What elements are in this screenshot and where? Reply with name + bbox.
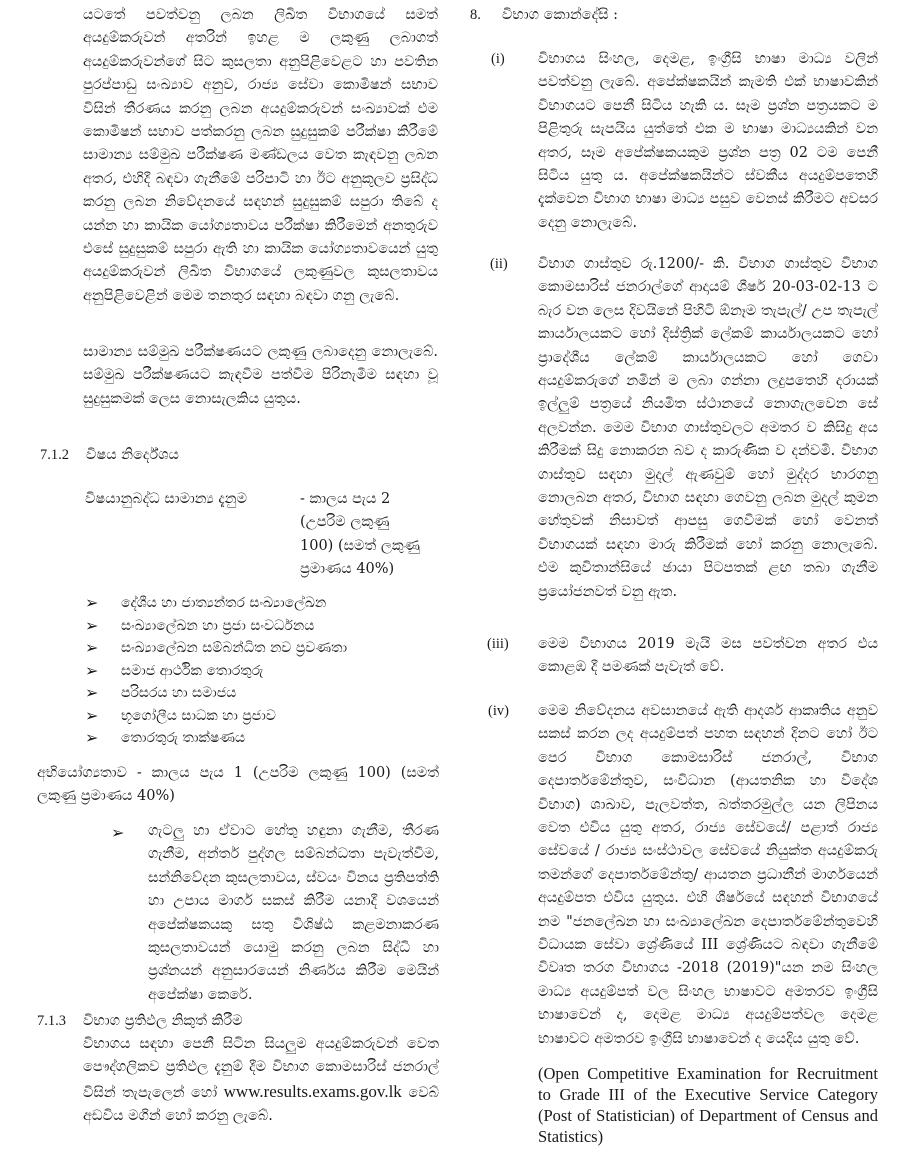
list-item: ➢ භූගෝලීය සාධක හා ප්‍රජාව [85, 705, 276, 725]
paper-1-detail: - කාලය පැය 2 (උපරිම ලකුණු 100) (සමත් ලකුණු ප්‍රමාණය 40%) [300, 491, 420, 578]
section-7-1-3-title: විභාග ප්‍රතිඵල නිකුත් කිරීම [83, 1013, 243, 1029]
list-item: ➢ සංඛ්‍යාලේඛන සම්බන්ධිත නව ප්‍රවණතා [85, 638, 348, 657]
section-7-1-2-number: 7.1.2 [40, 447, 69, 463]
exam-title-english: (Open Competitive Examination for Recruitment to Grade III of the Executive Service Category (Post of Statistician) of Department of Census and Statistics) [538, 1064, 878, 1146]
list-item: ➢ සමාජ ආර්ථික තොරතුරු [85, 660, 264, 680]
item-iii-number: (iii) [487, 636, 509, 652]
section-8-number: 8. [470, 7, 481, 23]
arrow-bullet-icon: ➢ [85, 615, 99, 635]
condition-item-i: විභාගය සිංහල, දෙමළ, ඉංග්‍රීසි භාෂා මාධ්‍ය වලින් පවත්වනු ලැබේ. අපේක්ෂකයින් කැමති එක් භාෂාවකින් විභාගයට පෙනී සිටිය හැකි ය. සෑම ප්‍රශ්න පත්‍රයකට ම පිළිතුරු සැපයිය යුත්තේ එක ම භාෂා මාධ්‍යයකින් වන අතර, සෑම අපේක්ෂකයකුම ප්‍රශ්න පත්‍ර 02 ටම පෙනී සිටිය යුතු ය. අපේක්ෂකයින්ට ස්වකීය අයදුම්පතෙහි දැක්වෙන විභාග භාෂා මාධ්‍ය පසුව වෙනස් කිරීමට අවසර දෙනු නොලැබේ. [538, 51, 878, 231]
list-item: ➢ සංඛ්‍යාලේඛන හා ප්‍රජා සංවර්ධනය [85, 615, 315, 635]
aptitude-description: ගැටලු හා ඒවාට හේතු හඳුනා ගැනීම, තීරණ ගැනීම, අන්තර් පුද්ගල සම්බන්ධතා පැවැත්වීම, සන්නිවේදන කුසලතාවය, ස්වයං විනය ප්‍රතිපත්ති හා උපාය මාර්ග සකස් කිරීම යනාදී වශයෙන් අපේක්ෂකයකු සතු විශිෂ්ඨ කළමනාකරණ කුසලතාවයන් යොමු කරනු ලබන සිද්ධි හා ප්‍රශ්නයන් අනුසාරයෙන් නිර්ණය කිරීම මෙයින් අපේක්ෂා කෙරේ. [148, 823, 439, 1003]
arrow-bullet-icon: ➢ [85, 638, 99, 657]
list-item: ➢ පරිසරය හා සමාජය [85, 683, 237, 702]
item-iv-number: (iv) [488, 703, 509, 719]
list-item: ➢ දේශීය හා ජාත්‍යන්තර සංඛ්‍යාලේඛන [85, 593, 327, 612]
arrow-bullet-icon: ➢ [85, 728, 99, 747]
item-ii-number: (ii) [490, 256, 508, 272]
aptitude-heading: අභියෝග්‍යතාව - කාලය පැය 1 (උපරිම ලකුණු 100) (සමත් ලකුණු ප්‍රමාණය 40%) [37, 765, 439, 805]
left-paragraph-2: සාමාන්‍ය සම්මුඛ පරීක්ෂණයට ලකුණු ලබාදෙනු නොලැබේ. සම්මුඛ පරීක්ෂණයට කැඳවීම පත්වීම පිරිනැමීම සඳහා වූ සුදුසුකමක් ලෙස නොසැලකිය යුතුය. [83, 344, 438, 407]
section-8-title: විභාග කොන්දේසි : [502, 7, 619, 23]
arrow-bullet-icon: ➢ [85, 593, 99, 612]
syllabus-topic-list [85, 592, 415, 750]
condition-item-iv: මෙම නිවේදනය අවසානයේ ඇති ආදර්ශ ආකෘතිය අනුව සකස් කරන ලද අයදුම්පත් පහත සඳහන් දිනට හෝ ඊට පෙර විභාග කොමසාරිස් ජනරාල්, විභාග දෙපාර්තමේන්තුව, සංවිධාන (ආයතනික හා විදේශ විභාග) ශාඛාව, පැලවත්ත, බත්තරමුල්ල යන ලිපිනය වෙත එවිය යුතු අතර, රාජ්‍ය සේවයේ/ පළාත් රාජ්‍ය සේවයේ / රාජ්‍ය සංස්ථාවල සේවයේ නියුක්ත අයදුම්කරු තමන්ගේ දෙපාර්තමේන්තු/ ආයතන ප්‍රධානීන් මාර්ගයෙන් අයදුම්පත එවිය යුතුය. එහි ශීර්ෂයේ සඳහන් විභාගයේ නම "ජනලේඛන හා සංඛ්‍යාලේඛන දෙපාර්තමේන්තුවෙහි විධායක සේවා ශ්‍රේණියේ III ශ්‍රේණියට බඳවා ගැනීමේ විවෘත තරග විභාගය -2018 (2019)"යන නම සිංහල මාධ්‍ය අයදුම්පත් වල සිංහල භාෂාවට අමතරව ඉංග්‍රීසි භාෂාවෙන් ද, දෙමළ මාධ්‍ය අයදුම්පත්වල දෙමළ භාෂාවට අමතරව ඉංග්‍රීසි භාෂාවෙන් ද යෙදිය යුතු වේ. [538, 703, 879, 1047]
results-website-url: www.results.exams.gov.lk [223, 1081, 402, 1101]
paper-1-name: විෂයානුබද්ධ සාමාන්‍ය දැනුම [85, 491, 247, 507]
section-7-1-3-body: විභාගය සඳහා පෙනී සිටින සියලුම අයදුම්කරුවන් වෙත පෞද්ගලිකව ප්‍රතිඵල දැනුම් දීම විභාග කොමසාරිස් ජනරාල් විසින් තැපැලෙන් හෝ www.results.exams.gov.lk වෙබ් අඩවිය මගින් හෝ කරනු ලැබේ. [83, 1036, 439, 1125]
arrow-bullet-icon: ➢ [85, 683, 99, 702]
section-7-1-3-number: 7.1.3 [37, 1013, 66, 1029]
left-paragraph-1: යටතේ පවත්වනු ලබන ලිඛිත විභාගයේ සමත් අයදුම්කරුවන් අතරින් ඉහළ ම ලකුණු ලබාගත් අයදුම්කරුවන්ගේ සිට කුසලතා අනුපිළිවෙළට හා පවතින පුරප්පාඩු සංඛ්‍යාව අනුව, රාජ්‍ය සේවා කොමිෂන් සභාව විසින් තීරණය කරනු ලබන අයදුම්කරුවන් සංඛ්‍යාවක් එම කොමිෂන් සභාව පත්කරනු ලබන සුදුසුකම් පරීක්ෂා කිරීමේ සාමාන්‍ය සම්මුඛ පරීක්ෂණ මණ්ඩලය වෙත කැඳවනු ලබන අතර, එහිදී බඳවා ගැනීමේ පරිපාටි හා ඊට අනුකූලව ප්‍රසිද්ධ කරනු ලබන නිවේදනයේ සඳහන් සුදුසුකම් සපුරා තිබේ ද යන්න හා කායික යෝග්‍යතාවය පරීක්ෂා කිරීමෙන් අනතුරුව එසේ සුදුසුකම් සපුරා ඇති හා කායික යෝග්‍යතාවයෙන් යුතු අයදුම්කරුවන් ලිඛිත විභාගයේ ලකුණුවල කුසලතාවය අනුපිළිවෙළින් මෙම තනතුර සඳහා බඳවා ගනු ලැබේ. [83, 7, 438, 304]
arrow-bullet-icon: ➢ [111, 823, 125, 842]
arrow-bullet-icon: ➢ [85, 705, 99, 725]
condition-item-ii: විභාග ගාස්තුව රු.1200/- කි. විභාග ගාස්තුව විභාග කොමසාරිස් ජනරාල්ගේ ආදායම් ශීර්ෂ 20-03-02-13 ට බැර වන ලෙස දිවයිනේ පිහිටි ඕනෑම තැපැල්/ උප තැපැල් කාර්යාලයකට හෝ දිස්ත්‍රික් ලේකම් කාර්යාලයකට හෝ ප්‍රාදේශීය ලේකම් කාර්යාලයකට හෝ ගෙවා අයදුම්කරුගේ නමින් ම ලබා ගන්නා ලදුපතෙහි දරායක් ඉල්ලුම් පත්‍රයේ නියමිත ස්ථානයේ නොගැලවෙන සේ අලවන්න. මෙම විභාග ගාස්තුවලට අමතර ව කිසිදු අය කිරීමක් සිදු නොකරන බව ද කාරුණික ව දන්වමි. විභාග ගාස්තුව සඳහා මුදල් ඇණවුම් හෝ මුද්දර භාරගනු නොලබන අතර, විභාග සඳහා ගෙවනු ලබන මුදල් කුමන හේතුවක් නිසාවත් ආපසු ගෙවීමක් හෝ වෙනත් විභාගයක් සඳහා මාරු කිරීමක් හෝ කරනු නොලැබේ. එම කුවිතාන්සියේ ඡායා පිටපතක් ළඟ තබා ගැනීම ප්‍රයෝජනවත් වනු ඇත. [538, 256, 878, 600]
item-i-number: (i) [491, 51, 505, 67]
arrow-bullet-icon: ➢ [85, 660, 99, 680]
condition-item-iii: මෙම විභාගය 2019 මැයි මස පවත්වන අතර එය කොළඹ දී පමණක් පැවැත් වේ. [538, 636, 878, 676]
list-item: ➢ තොරතුරු තාක්ෂණය [85, 728, 246, 747]
section-7-1-2-title: විෂය නිර්දේශය [86, 447, 179, 463]
